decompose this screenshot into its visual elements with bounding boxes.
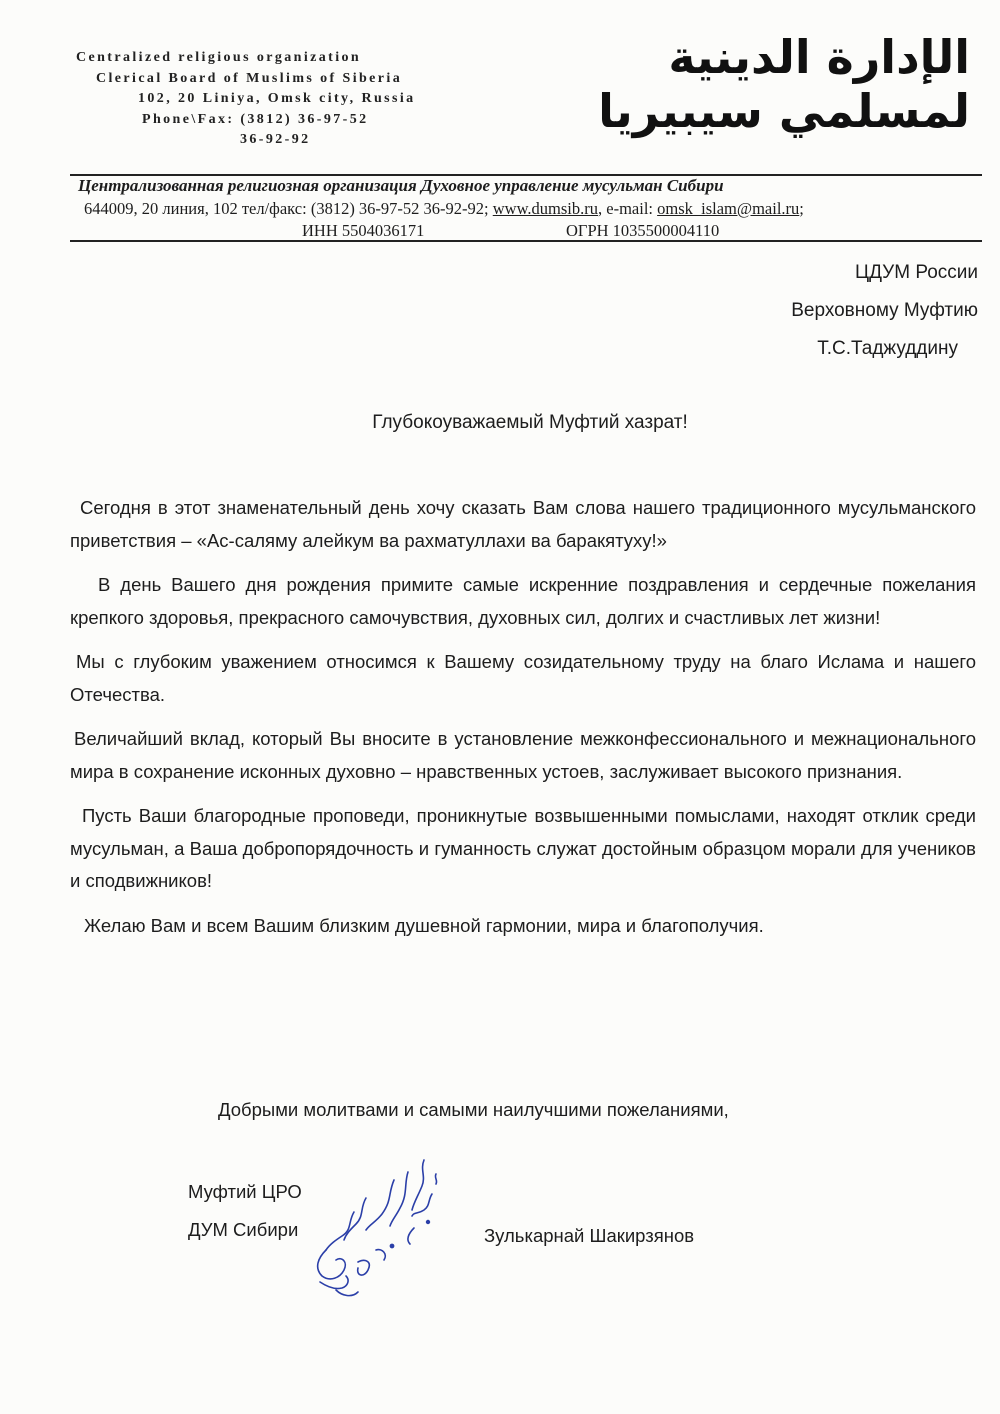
letterhead-divider-bottom <box>70 240 982 242</box>
letterhead-english-line: Clerical Board of Muslims of Siberia <box>96 70 403 86</box>
contacts-address: 644009, 20 линия, 102 тел/факс: (3812) 36-97-52 36-92-92; <box>84 199 493 218</box>
body-paragraph: Величайший вклад, который Вы вносите в установление межконфессионального и межнационального мира в сохранение исконных духовно – нравственных устоев, заслуживает высокого признания. <box>70 728 976 782</box>
body-paragraph: Сегодня в этот знаменательный день хочу сказать Вам слова нашего традиционного мусульманского приветствия – «Ас-саляму алейкум ва рахматуллахи ва баракятуху!» <box>70 497 976 551</box>
letterhead-russian-org: Централизованная религиозная организация Духовное управление мусульман Сибири <box>78 176 724 195</box>
closing-line: Добрыми молитвами и самыми наилучшими пожеланиями, <box>218 1099 729 1120</box>
handwritten-signature <box>296 1150 456 1310</box>
letterhead-english-line: Phone\Fax: (3812) 36-97-52 <box>142 111 369 127</box>
ogrn-number: ОГРН 1035500004110 <box>566 221 720 240</box>
addressee-block <box>578 254 978 368</box>
contacts-email-label: , e-mail: <box>598 199 658 218</box>
letterhead-arabic-line: لمسلمي سيبيريا <box>598 84 970 138</box>
body-paragraph: Мы с глубоким уважением относимся к Вашему созидательному труду на благо Ислама и нашего Отечества. <box>70 651 976 705</box>
letterhead-english-line: Centralized religious organization <box>76 50 362 65</box>
salutation-text: Глубокоуважаемый Муфтий хазрат! <box>372 412 688 433</box>
letterhead-arabic-line: الإدارة الدينية <box>668 30 970 84</box>
letterhead-arabic <box>500 30 970 140</box>
addressee-name: Т.С.Таджуддину <box>817 338 958 359</box>
signatory-role-line: Муфтий ЦРО <box>188 1181 302 1202</box>
body-paragraph: Желаю Вам и всем Вашим близким душевной гармонии, мира и благополучия. <box>84 914 764 936</box>
signatory-role-line: ДУМ Сибири <box>188 1219 299 1240</box>
letterhead-english-line: 36-92-92 <box>240 132 311 147</box>
body-paragraph: В день Вашего дня рождения примите самые искренние поздравления и сердечные пожелания крепкого здоровья, прекрасного самочувствия, духовных сил, долгих и счастливых лет жизни! <box>70 574 976 628</box>
letterhead-english-line: 102, 20 Liniya, Omsk city, Russia <box>138 91 416 106</box>
letter-body <box>70 492 976 954</box>
body-paragraph: Пусть Ваши благородные проповеди, проникнутые возвышенными помыслами, находят отклик среди мусульман, а Ваша добропорядочность и гуманность служат достойным образцом морали для учеников и сподвижников! <box>70 805 976 891</box>
letterhead-english <box>74 48 484 151</box>
inn-number: ИНН 5504036171 <box>302 221 425 240</box>
salutation <box>0 410 1000 436</box>
contacts-suffix: ; <box>799 199 804 218</box>
signatory-name: Зулькарнай Шакирзянов <box>484 1225 695 1246</box>
letterhead-contacts <box>84 198 980 219</box>
email-link[interactable]: omsk_islam@mail.ru <box>657 199 800 218</box>
addressee-title: Верховному Муфтию <box>791 300 978 321</box>
website-link[interactable]: www.dumsib.ru <box>492 199 599 218</box>
addressee-organization: ЦДУМ России <box>855 262 978 283</box>
